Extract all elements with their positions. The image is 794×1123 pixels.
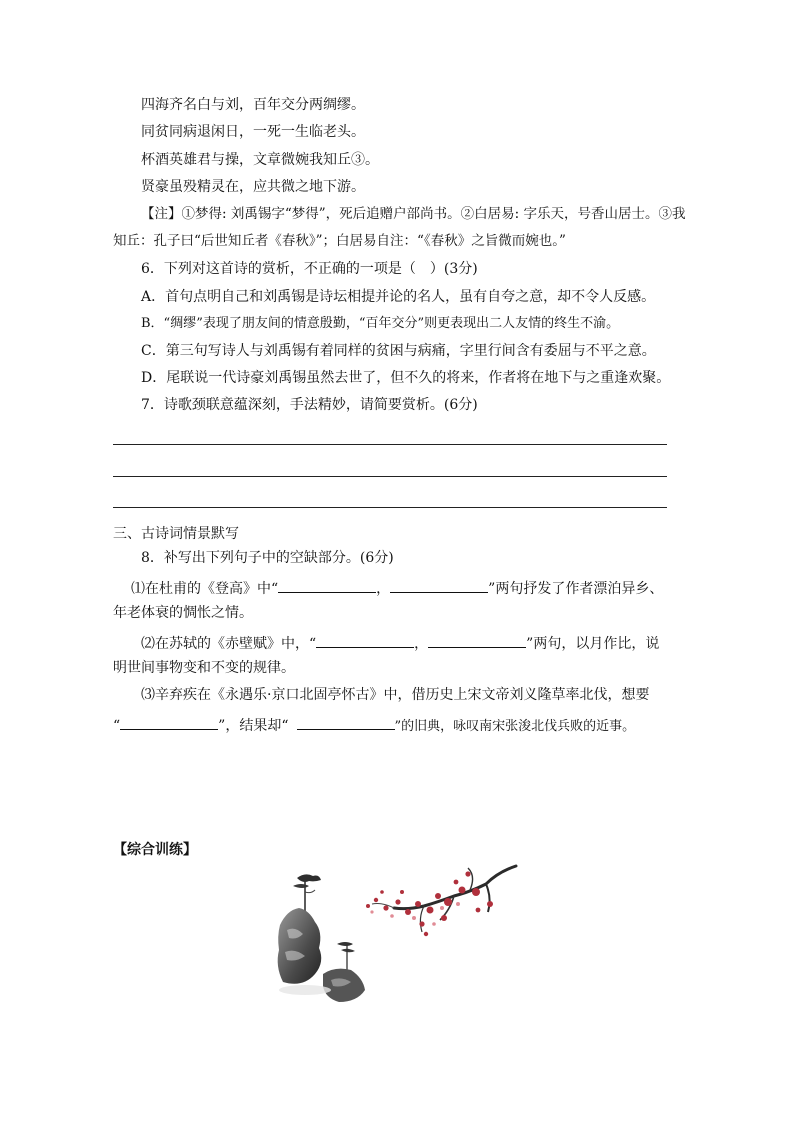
- poem-line-1: 四海齐名白与刘，百年交分两绸缪。: [141, 97, 365, 113]
- answer-line-1[interactable]: [113, 444, 667, 445]
- question-8-item-1: [131, 576, 663, 599]
- plum-blossom-image: [358, 862, 518, 944]
- ink-landscape-image: [275, 870, 370, 1005]
- question-6-option-c: C．第三句写诗人与刘禹锡有着同样的贫困与病痛，字里行间含有委屈与不平之意。: [141, 343, 656, 359]
- q8-3-blank-b[interactable]: [297, 713, 395, 730]
- q8-2-blank-b[interactable]: [428, 631, 526, 648]
- q8-2-comma: ，: [414, 636, 429, 652]
- q8-1-blank-a[interactable]: [278, 576, 376, 593]
- answer-line-3[interactable]: [113, 507, 667, 508]
- section-3-title: 三、古诗词情景默写: [113, 526, 239, 542]
- question-8-stem: 8．补写出下列句子中的空缺部分。(6分): [141, 550, 394, 566]
- q8-3-blank-a[interactable]: [120, 713, 218, 730]
- q8-3-mid: ”，结果却“: [218, 718, 289, 734]
- note-line-1: 【注】①梦得: 刘禹锡字“梦得”，死后追赠户部尚书。②白居易: 字乐天，号香山居士。③我: [141, 206, 686, 222]
- question-8-item-1-cont: 年老体衰的惆怅之情。: [113, 605, 253, 621]
- question-6-option-a: A．首句点明自己和刘禹锡是诗坛相提并论的名人，虽有自夸之意，却不令人反感。: [141, 289, 656, 305]
- question-8-item-3-cont: [113, 713, 635, 737]
- q8-1-suffix: ”两句抒发了作者漂泊异乡、: [488, 581, 664, 597]
- poem-line-2: 同贫同病退闲日，一死一生临老头。: [141, 124, 365, 140]
- q8-2-prefix: ⑵在苏轼的《赤壁赋》中，“: [141, 636, 317, 652]
- q8-1-comma: ，: [376, 581, 391, 597]
- question-6-option-b: B．“绸缪”表现了朋友间的情意殷勤，“百年交分”则更表现出二人友情的终生不渝。: [141, 316, 620, 331]
- q8-1-blank-b[interactable]: [390, 576, 488, 593]
- answer-line-2[interactable]: [113, 476, 667, 477]
- question-8-item-3: ⑶辛弃疾在《永遇乐·京口北固亭怀古》中，借历史上宋文帝刘义隆草率北伐，想要: [141, 687, 650, 703]
- question-6-stem: 6．下列对这首诗的赏析，不正确的一项是（ ）(3分): [141, 261, 478, 277]
- poem-line-3: 杯酒英雄君与操，文章微婉我知丘③。: [141, 152, 379, 168]
- q8-3-suffix: ”的旧典，咏叹南宋张浚北伐兵败的近事。: [394, 719, 636, 734]
- q8-2-suffix: ”两句，以月作比，说: [526, 636, 660, 652]
- question-6-option-d: D．尾联说一代诗豪刘禹锡虽然去世了，但不久的将来，作者将在地下与之重逢欢聚。: [141, 370, 671, 386]
- note-line-2: 知丘：孔子曰“后世知丘者《春秋》”；白居易自注：“《春秋》之旨微而婉也。”: [113, 233, 566, 249]
- training-title: 【综合训练】: [113, 842, 197, 858]
- q8-3-open-quote: “: [113, 718, 121, 734]
- question-8-item-2: [141, 631, 659, 654]
- q8-2-blank-a[interactable]: [316, 631, 414, 648]
- question-8-item-2-cont: 明世间事物变和不变的规律。: [113, 660, 295, 676]
- poem-line-4: 贤豪虽殁精灵在，应共微之地下游。: [141, 179, 365, 195]
- question-7-stem: 7．诗歌颈联意蕴深刻，手法精妙，请简要赏析。(6分): [141, 397, 478, 413]
- q8-1-prefix: ⑴在杜甫的《登高》中“: [131, 581, 279, 597]
